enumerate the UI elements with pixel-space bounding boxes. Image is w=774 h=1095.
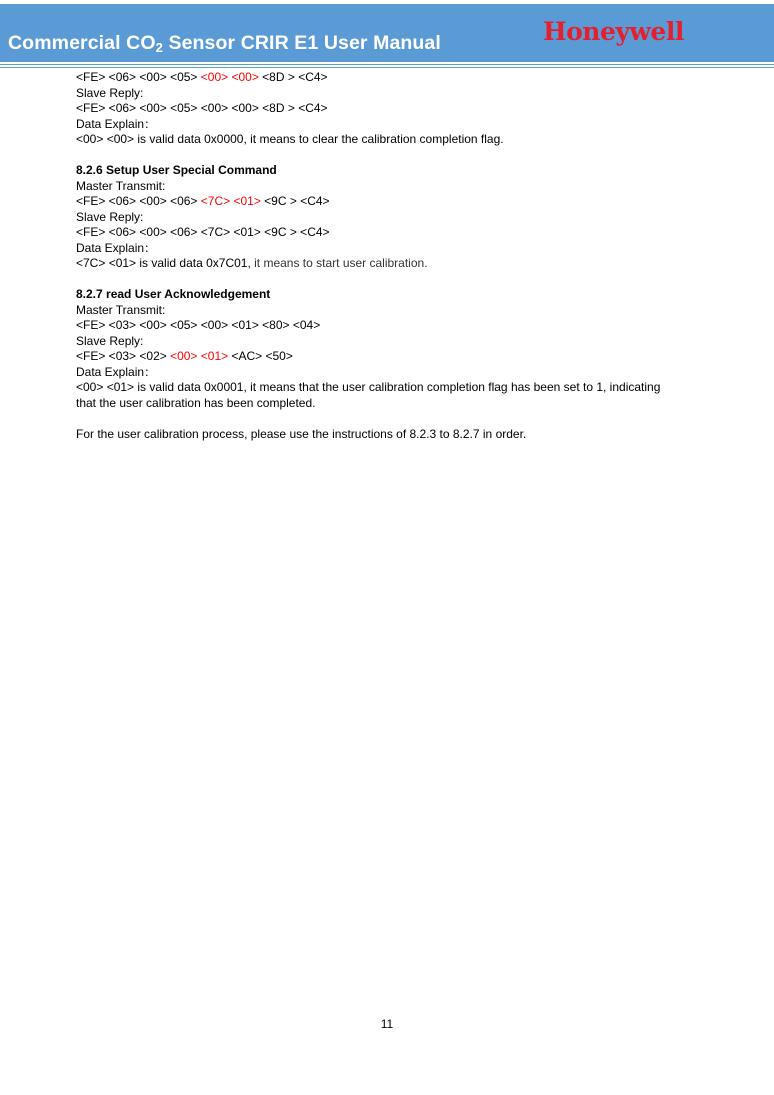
document-title: Commercial $CO_2$ Sensor CRIR E1 User Manual	[8, 32, 441, 55]
slave-reply-label: Slave Reply:	[76, 85, 144, 100]
frame-line: <FE> <06> <00> <06> <7C> <01> <9C > <C4>	[76, 194, 330, 208]
highlighted-bytes: <00> <01>	[170, 349, 229, 363]
frame-line: <FE> <03> <02> <00> <01> <AC> <50>	[76, 349, 293, 363]
page-number: 11	[380, 1017, 394, 1031]
frame-line: <FE> <06> <00> <05> <00> <00> <8D > <C4>	[76, 101, 328, 115]
data-explain-text: <00> <01> is valid data 0x0001, it means that the user calibration completion flag has been set to 1, indicating	[76, 380, 661, 394]
closing-instruction: For the user calibration process, please use the instructions of 8.2.3 to 8.2.7 in order.	[76, 426, 527, 441]
frame-line: <FE> <06> <00> <05> <00> <00> <8D > <C4>	[76, 70, 328, 84]
slave-reply-label: Slave Reply:	[76, 209, 144, 224]
page-content	[76, 70, 726, 442]
section-heading: 8.2.7 read User Acknowledgement	[76, 287, 271, 301]
master-transmit-label: Master Transmit:	[76, 302, 166, 317]
section-heading: 8.2.6 Setup User Special Command	[76, 163, 277, 177]
header-rule	[0, 64, 774, 65]
data-explain-label: Data Explain：	[76, 364, 157, 379]
title-subscript: 2	[155, 40, 163, 55]
slave-reply-label: Slave Reply:	[76, 333, 144, 348]
data-explain-text: <7C> <01> is valid data 0x7C01, it means to start user calibration.	[76, 256, 428, 270]
data-explain-text: <00> <00> is valid data 0x0000, it means to clear the calibration completion flag.	[76, 132, 504, 146]
data-explain-label: Data Explain：	[76, 116, 157, 131]
header-rule-secondary	[0, 67, 774, 68]
master-transmit-label: Master Transmit:	[76, 178, 166, 193]
frame-line: <FE> <06> <00> <06> <7C> <01> <9C > <C4>	[76, 225, 330, 239]
frame-line: <FE> <03> <00> <05> <00> <01> <80> <04>	[76, 318, 321, 332]
data-explain-label: Data Explain：	[76, 240, 157, 255]
highlighted-bytes: <00> <00>	[200, 70, 259, 84]
honeywell-logo: Honeywell	[543, 17, 684, 46]
highlighted-bytes: <7C> <01>	[200, 194, 261, 208]
data-explain-text-continued: that the user calibration has been completed.	[76, 395, 316, 410]
